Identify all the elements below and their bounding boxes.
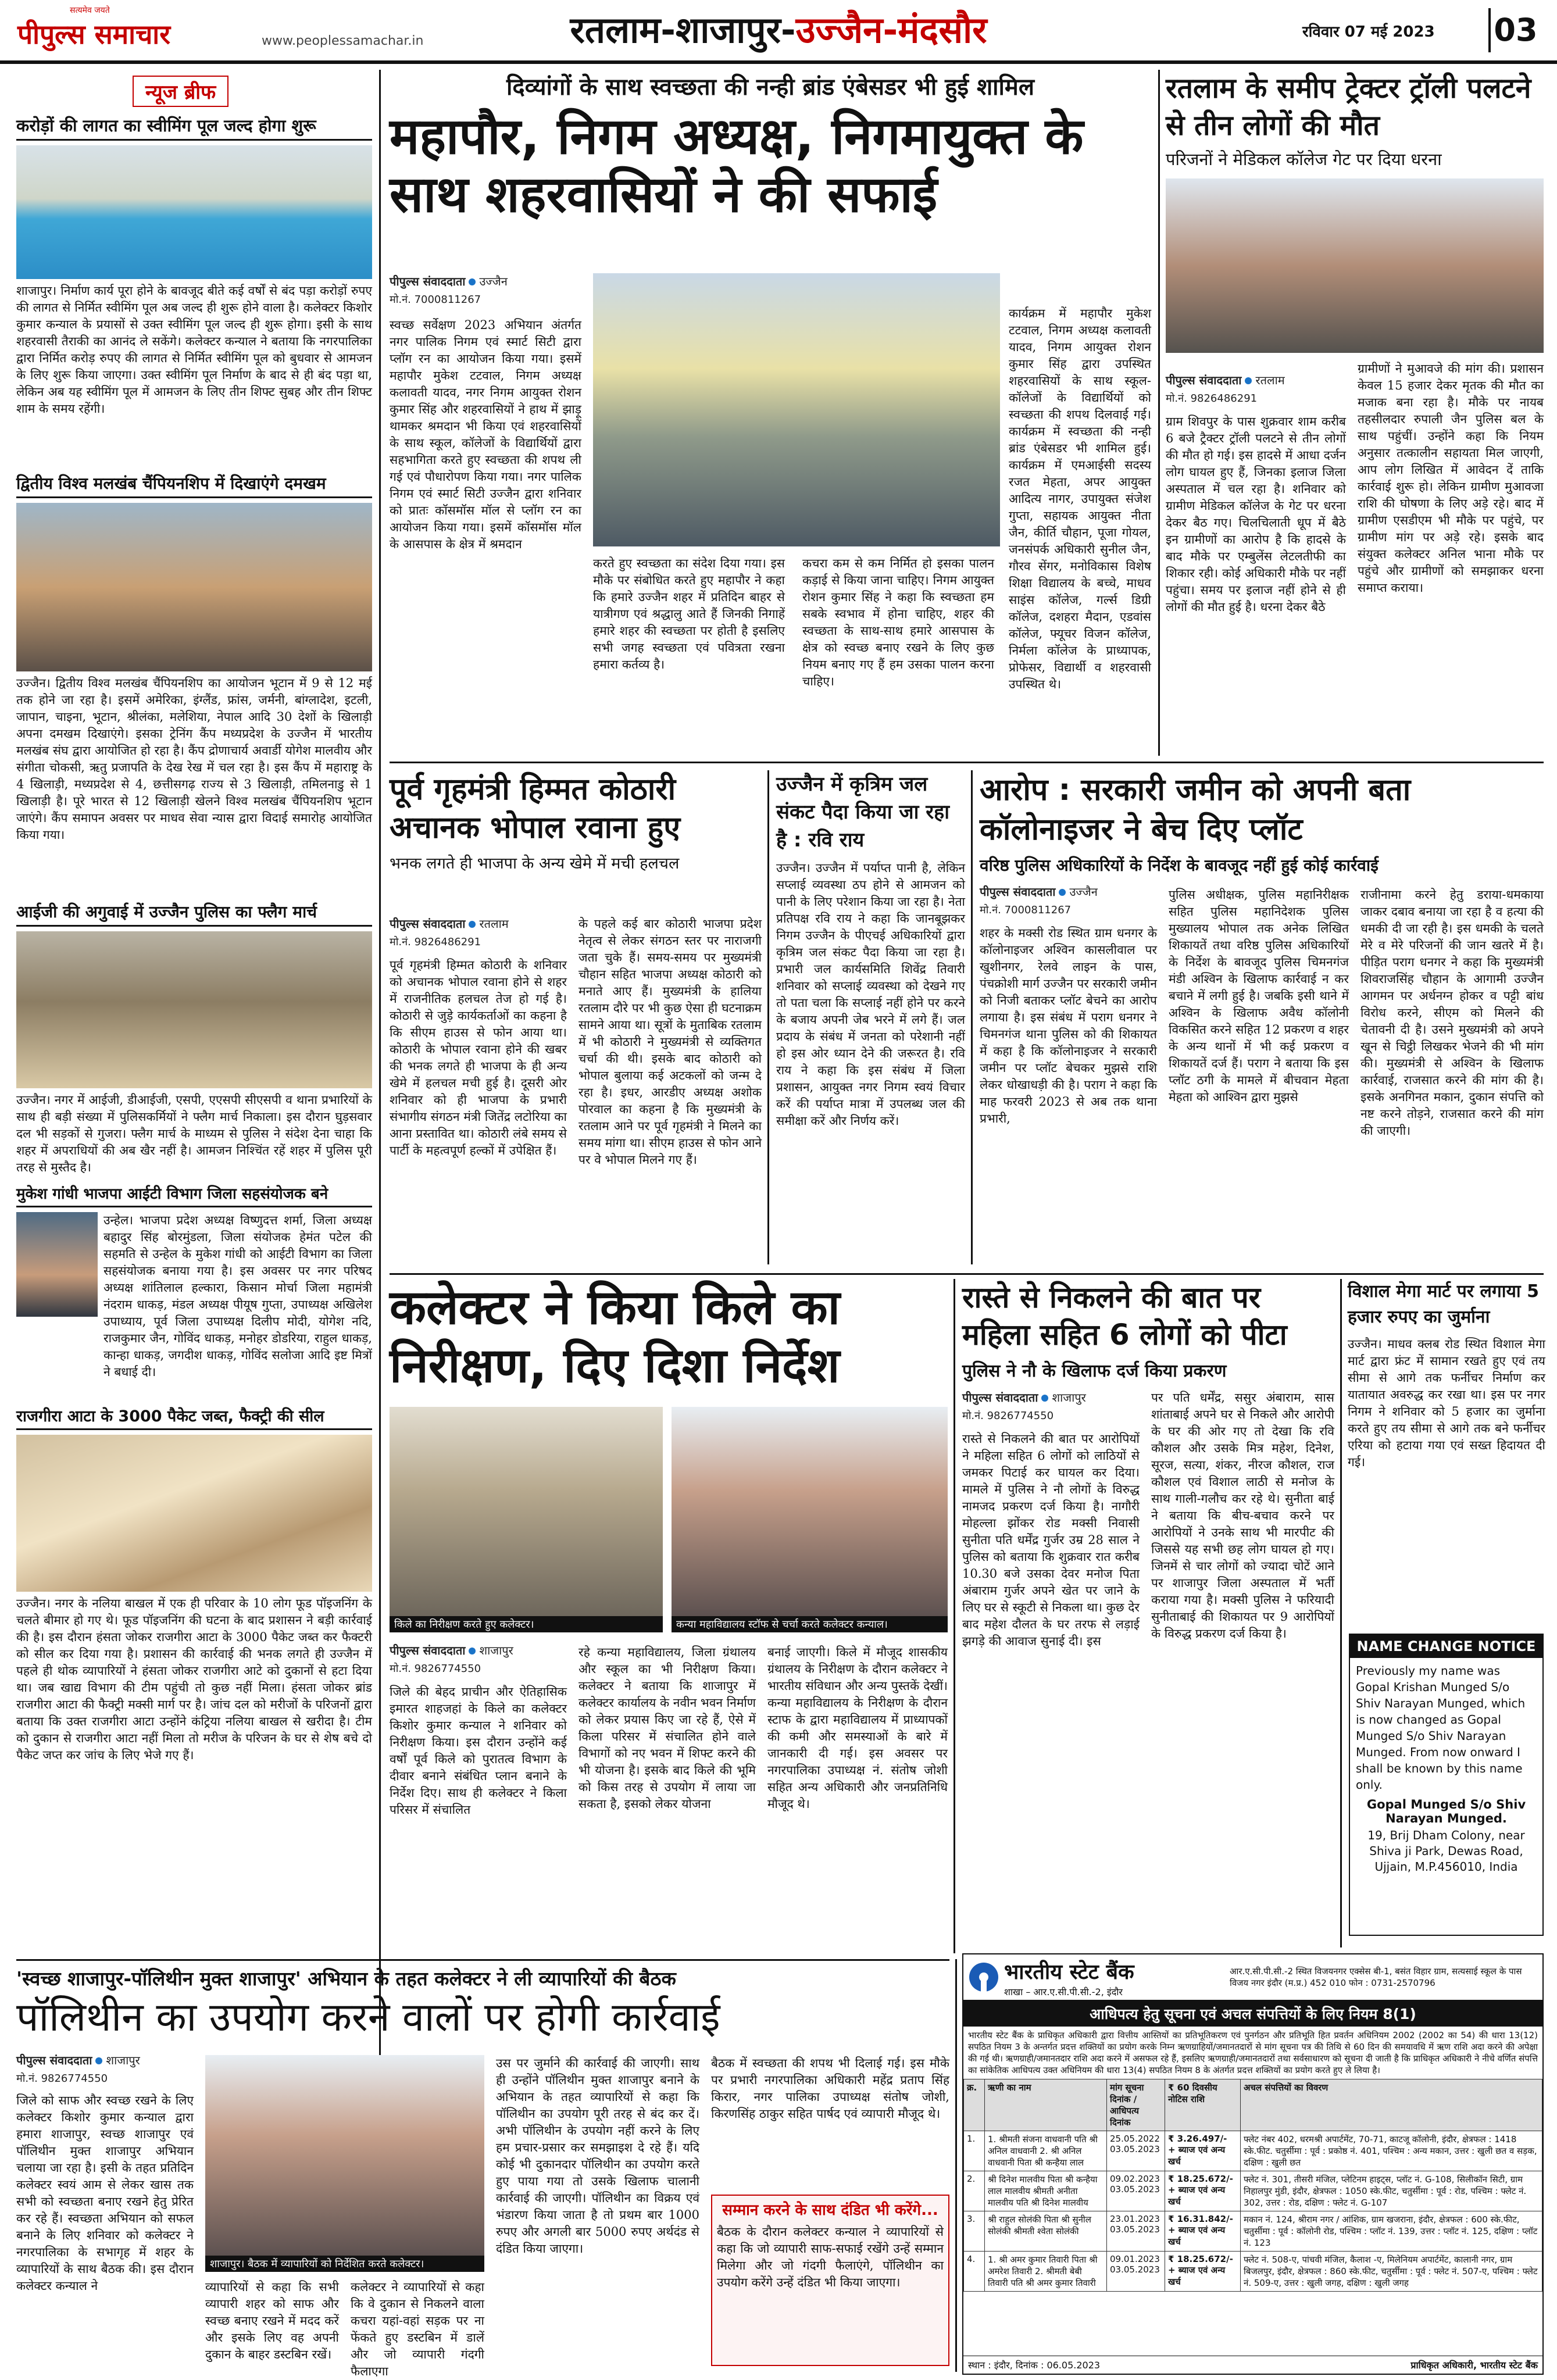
brief-item	[16, 1405, 372, 1799]
fort-text-col3: बनाई जाएगी। किले में मौजूद शासकीय ग्रंथालय के निरीक्षण के दौरान कलेक्टर ने भारतीय संविधान और अन्य पुस्तकें देखीं। कन्या महाविद्यालय के निरीक्षण के दौरान स्टाफ के द्वारा महाविद्यालय में प्राध्यापकों की कमी और समस्याओं के बारे में जानकारी दी गई। इस अवसर पर नगरपालिका उपाध्यक्ष नं. संतोष जोशी सहित अन्य अधिकारी और जनप्रतिनिधि मौजूद थे।	[767, 1645, 948, 1811]
news-brief-column	[16, 70, 372, 2052]
cell: 09.01.2023 03.05.2023	[1107, 2252, 1165, 2292]
polythene-mobile: मो.नं. 9826774550	[16, 2072, 108, 2085]
land-text-col2: पुलिस अधीक्षक, पुलिस महानिरीक्षक सहित पुलिस महानिदेशक पुलिस मुख्यालय भोपाल तक अनेक लिखित शिकायतें तथा वरिष्ठ पुलिस अधिकारियों के निर्देश के बावजूद पुलिस चिमनगंज मंडी अश्विन के खिलाफ कार्रवाई न कर बचाने में लगी हुई है। जबकि इसी थाने में अश्विन के खिलाफ अवैध कॉलोनी विकसित करने सहित 12 प्रकरण व शहर के अन्य थानों में भी कई प्रकरण व शिकायतें दर्ज हैं। पराग ने बताया कि इस प्लॉट ठगी के मामले में बीचवान मेहता मेहता को आश्विन द्वारा मुझसे	[1169, 888, 1349, 1104]
tractor-byline: पीपुल्स संवाददाता रतलाम	[1166, 373, 1285, 387]
masthead	[0, 0, 1557, 64]
cell: ₹ 16.31.842/- + ब्याज एवं अन्य खर्च	[1165, 2211, 1241, 2252]
land-subhead: वरिष्ठ पुलिस अधिकारियों के निर्देश के बावजूद नहीं हुई कोई कार्रवाई	[980, 856, 1379, 875]
brief-item	[16, 114, 372, 467]
polythene-kicker: 'स्वच्छ शाजापुर-पॉलिथीन मुक्त शाजापुर' अभियान के तहत कलेक्टर ने ली व्यापारियों की बैठक	[16, 1967, 676, 1990]
cell: 1. श्री अमर कुमार तिवारी पिता श्री अमरेश तिवारी 2. श्रीमती बेबी तिवारी पति श्री अमर कुमार तिवारी	[985, 2252, 1107, 2292]
college-staff-photo	[672, 1407, 948, 1616]
atta-packets-photo	[16, 1435, 372, 1592]
assault-subhead: पुलिस ने नौ के खिलाफ दर्ज किया प्रकरण	[962, 1361, 1227, 1381]
logo-tagline: सत्यमेव जयते	[70, 6, 110, 15]
lead-text-col2: करते हुए स्वच्छता का संदेश दिया गया। इस मौके पर संबोधित करते हुए महापौर ने कहा कि हमारे उज्जैन शहर में प्रतिदिन बाहर से यात्रीगण एवं श्रद्धालु आते हैं जिनकी निगाहें हमारे शहर की स्वच्छता पर होती है इसलिए सभी जगह स्वच्छता एवं पवित्रता रखना हमारा कर्तव्य है।	[593, 556, 785, 671]
page-title-red: उज्जैन-मंदसौर	[795, 9, 987, 51]
col-header: ₹ 60 दिवसीय नोटिस राशि	[1165, 2079, 1241, 2131]
sbi-branch: शाखा – आर.ए.सी.पी.सी.-2, इंदौर	[1004, 1986, 1123, 1997]
column-divider	[954, 1279, 955, 1953]
kothari-text-col1: पूर्व गृहमंत्री हिम्मत कोठारी के शनिवार को अचानक भोपाल रवाना होने से शहर में राजनीतिक हलचल तेज हो गई है। कोठारी से जुड़े कार्यकर्ताओं का कहना है कि सीएम हाउस से फोन आया था। कोठारी के भोपाल रवाना होने की खबर की भनक लगते ही भाजपा के ही अन्य खेमे में हलचल मची हुई है। दूसरी ओर शनिवार को ही भाजपा के प्रभारी संभागीय संगठन मंत्री जितेंद्र लटोरिया का आना प्रस्तावित था। कोठारी लंबे समय से पार्टी के महत्वपूर्ण हल्कों में उपेक्षित हैं।	[390, 958, 567, 1157]
polythene-text-col4: उस पर जुर्माने की कार्रवाई की जाएगी। साथ ही उन्होंने पॉलिथीन मुक्त शाजापुर बनाने के अभियान के तहत व्यापारियों से कहा कि पॉलिथीन का उपयोग पूरी तरह से बंद कर दें। अभी पॉलिथीन के उपयोग नहीं करने के लिए हम प्रचार-प्रसार कर समझाइश दे रहे हैं। यदि कोई भी दुकानदार पॉलिथीन का उपयोग करते हुए पाया गया तो उसके खिलाफ चालानी कार्रवाई की जाएगी। पॉलिथीन का विक्रय एवं भंडारण किया जाता है तो प्रथम बार 1000 रुपए और अगली बार 5000 रुपए अर्थदंड से दंडित किया जाएगा।	[496, 2056, 699, 2256]
land-text-col1: शहर के मक्सी रोड स्थित ग्राम धनगर के कॉलोनाइजर अश्विन कासलीवाल पर खुशीनगर, रेलवे लाइन के पास, पंचक्रोशी मार्ग उज्जैन पर सरकारी जमीन को निजी बताकर प्लॉट बेचने का आरोप लगाया है। इस संबंध में पराग धनगर ने चिमनगंज थाना पुलिस को की शिकायत में कहा है कि कॉलोनाइजर ने सरकारी जमीन पर प्लॉट बेचकर मुझसे राशि लेकर धोखाधड़ी की है। पराग ने कहा कि माह फरवरी 2023 से अब तक थाना प्रभारी,	[980, 926, 1157, 1125]
cell: 3.	[964, 2211, 985, 2252]
table-row	[964, 2171, 1542, 2211]
column-divider	[379, 70, 381, 2099]
mukesh-gandhi-photo	[16, 1212, 98, 1317]
name-change-sign: Gopal Munged S/o Shiv Narayan Munged.	[1366, 1797, 1526, 1825]
fort-byline: पीपुल्स संवाददाता शाजापुर	[390, 1643, 513, 1657]
cell: 1.	[964, 2131, 985, 2171]
table-row	[964, 2211, 1542, 2252]
land-byline: पीपुल्स संवाददाता उज्जैन	[980, 885, 1098, 899]
column-divider	[767, 770, 769, 1264]
polythene-text-col2: व्यापारियों से कहा कि सभी व्यापारी शहर को साफ और स्वच्छ बनाए रखने में मदद करें और इसके लिए वह अपनी दुकान के बाहर डस्टबिन रखें।	[205, 2280, 339, 2361]
polythene-text-col1: जिले को साफ और स्वच्छ रखने के लिए कलेक्टर किशोर कुमार कन्याल द्वारा हमारा शाजापुर, स्वच्छ शाजापुर एवं पॉलिथीन मुक्त शाजापुर अभियान चलाया जा रहा है। इसी के तहत प्रतिदिन कलेक्टर स्वयं आम से लेकर खास तक सभी को स्वच्छता बनाए रखने हेतु प्रेरित कर रहे हैं। स्वच्छता अभियान को सफल बनाने के लिए शनिवार को कलेक्टर ने नगरपालिका के सभागृह में शहर के व्यापारियों के साथ बैठक की। इस दौरान कलेक्टर कन्याल ने	[16, 2093, 194, 2293]
kothari-story	[390, 770, 762, 1264]
land-text-col3: राजीनामा करने हेतु डराया-धमकाया जाकर दबाव बनाया जा रहा है व हत्या की धमकी दी जा रही है। इस धमकी के चलते मेरे व मेरे परिजनों की जान खतरे में है। पीड़ित पराग धनगर ने कहा कि मुख्यमंत्री शिवराजसिंह चौहान के आगामी उज्जैन आगमन पर अर्धनग्न होकर व पट्टी बांध विरोध करने, सीएम को मिलने की चेतावनी दी है। उसने मुख्यमंत्री को अपने खून से चिट्ठी लिखकर भेजने की भी मांग की। मुख्यमंत्री से अश्विन के खिलाफ कार्रवाई, राजसात करने की मांग की है। इसके अनगिनत मकान, दुकान संपत्ति को नष्ट करने तोड़ने, राजसात करने की मांग की जाएगी।	[1360, 888, 1544, 1138]
malkhamb-team-photo	[16, 503, 372, 671]
fort-caption-2: कन्या महाविद्यालय स्टॉफ से चर्चा करते कलेक्टर कन्याल।	[672, 1616, 948, 1632]
cell: ₹ 18.25.672/- + ब्याज एवं अन्य खर्च	[1165, 2171, 1241, 2211]
water-text: उज्जैन। उज्जैन में पर्याप्त पानी है, लेकिन सप्लाई व्यवस्था ठप होने से आमजन को पानी के लिए परेशान किया जा रहा है। नेता प्रतिपक्ष रवि राय ने कहा कि जानबूझकर निगम उज्जैन के पीएचई अधिकारियों द्वारा कृत्रिम जल संकट पैदा किया जा रहा है। प्रभारी जल कार्यसमिति शिवेंद्र तिवारी शनिवार को सप्लाई व्यवस्था को देखने गए तो पता चला कि सप्लाई नहीं होने पर करने के बजाय अपनी जेब भरने में लगे हैं। जल प्रदाय के संबंध में जनता को परेशानी नहीं हो इस ओर ध्यान देने की जरूरत है। रवि राय ने कहा कि इस संबंध में जिला प्रशासन, आयुक्त नगर निगम स्वयं विचार करें की पर्याप्त मात्रा में उपलब्ध जल की समीक्षा करें और निर्णय करें।	[776, 861, 965, 1128]
sbi-footer-sign: प्राधिकृत अधिकारी, भारतीय स्टेट बैंक	[1410, 2360, 1538, 2371]
sbi-intro: भारतीय स्टेट बैंक के प्राधिकृत अधिकारी द्वारा वित्तीय आस्तियों का प्रतिभूतिकरण एवं पुनर्गठन और प्रतिभूति हित प्रवर्तन अधिनियम 2002 (2002 का 54) की धारा 13(12) सपठित नियम 3 के अन्तर्गत प्रदत्त शक्तियों का प्रयोग करके निम्न ऋणग्राहियों/जमानतदारों से मांग सूचना पत्र की तिथि से 60 दिन की समयावधि में ऋण राशि अदा करने की अपेक्षा की गई थी। ऋणग्राही/जमानतदार राशि अदा करने में असफल रहे हैं, इसलिए ऋणग्राही/जमानतदारों तथा सर्वसाधारण को सूचना दी जाती है कि प्राधिकृत अधिकारी ने नीचे वर्णित संपत्ति का सांकेतिक आधिपत्य उक्त अधिनियम की धारा 13(4) सपठित नियम 8 के अंतर्गत प्रदत्त शक्तियों का प्रयोग करते हुए ले लिया है।	[968, 2030, 1538, 2075]
mega-mart-story	[1348, 1279, 1545, 1628]
polythene-box	[711, 2195, 949, 2366]
tractor-text-col2: ग्रामीणों ने मुआवजे की मांग की। प्रशासन केवल 15 हजार देकर मृतक की मौत का मजाक बना रहा है। मौके पर नायब तहसीलदार रुपाली जैन पुलिस बल के साथ पहुंचीं। उन्होंने कहा कि नियम अनुसार तत्कालीन सहायता मिल जाएगी, आप लोग लिखित में आवेदन दें ताकि कार्रवाई शुरू हो। लेकिन ग्रामीण मुआवजा राशि की घोषणा के लिए अड़े रहे। बाद में ग्रामीण एसडीएम भी मौके पर पहुंचे, पर ग्रामीण मांग पर अड़े रहे। इसके बाद संयुक्त कलेक्टर अनिल भाना मौके पर पहुंचे और ग्रामीणों को समझाकर धरना समाप्त कराया।	[1358, 362, 1544, 595]
lead-text-col3: कचरा कम से कम निर्मित हो इसका पालन कड़ाई से किया जाना चाहिए। निगम आयुक्त रोशन कुमार सिंह ने कहा कि स्वच्छता हम सबके स्वभाव में होना चाहिए, शहर की स्वच्छता के साथ-साथ हमारे आसपास के क्षेत्र को स्वच्छ बनाए रखने के लिए कुछ नियम बनाए गए हैं हम उसका पालन करना चाहिए।	[802, 556, 994, 688]
sbi-name: भारतीय स्टेट बैंक	[1004, 1960, 1134, 1984]
name-change-text: Previously my name was Gopal Krishan Munged S/o Shiv Narayan Munged, which is now changed as Gopal Munged S/o Shiv Narayan Munged. From now onward I shall be known by this name only.	[1356, 1664, 1526, 1792]
lead-headline: महापौर, निगम अध्यक्ष, निगमायुक्त के साथ शहरवासियों ने की सफाई	[390, 108, 1084, 224]
brief-item	[16, 1182, 372, 1401]
polythene-story	[16, 1965, 949, 2378]
brief-item	[16, 472, 372, 896]
lead-story	[390, 70, 1151, 756]
polythene-text-col3: कलेक्टर ने व्यापारियों से कहा कि वे दुकान से निकलने वाला कचरा यहां-वहां सड़क पर ना फेंकते हुए डस्टबिन में डालें और जो व्यापारी गंदगी फैलाएगा	[351, 2280, 484, 2378]
fort-headline: कलेक्टर ने किया किले का निरीक्षण, दिए दिशा निर्देश	[390, 1280, 840, 1393]
cell: श्री दिनेश मालवीय पिता श्री कन्हैया लाल मालवीय श्रीमती अनीता मालवीय पति श्री दिनेश मालवीय	[985, 2171, 1107, 2211]
cell: फ्लेट नंबर 402, धरमश्री अपार्टमेंट, 70-71, काटजू कॉलोनी, इंदौर, क्षेत्रफल : 1418 स्के.फीट. चतुर्सीमा : पूर्व : प्रकोष्ठ नं. 401, पश्चिम : अन्य मकान, उत्तर : खुली छत व सड़क, दक्षिण : खुली छत	[1241, 2131, 1542, 2171]
cell: मकान नं. 124, श्रीराम नगर / आंशिक, ग्राम खजराना, इंदौर, क्षेत्रफल : 600 स्के.फीट, चतुर्सीमा : पूर्व : कॉलोनी रोड, पश्चिम : प्लॉट नं. 139, उत्तर : प्लॉट नं. 125, दक्षिण : प्लॉट नं. 123	[1241, 2211, 1542, 2252]
brief-title: द्वितीय विश्व मलखंब चैंपियनशिप में दिखाएंगे दमखम	[16, 472, 372, 498]
cell: फ्लेट नं. 508-ए, पांचवी मंजिल, कैलाश -ए, मिलेनियम अपार्टमेंट, कालानी नगर, ग्राम बिजलपुर, इंदौर, क्षेत्रफल : 860 स्के.फीट, चतुर्सीमा : पूर्व : फ्लेट नं. 507-ए, पश्चिम : फ्लेट नं. 509-ए, उत्तर : खुली जगह, दक्षिण : खुली जगह	[1241, 2252, 1542, 2292]
sbi-footer-place: स्थान : इंदौर, दिनांक : 06.05.2023	[968, 2360, 1101, 2371]
page-title-black: रतलाम-शाजापुर-	[570, 9, 796, 51]
sbi-table	[963, 2079, 1542, 2292]
news-brief-label: न्यूज ब्रीफ	[133, 76, 228, 107]
table-row	[964, 2252, 1542, 2292]
polythene-box-text: बैठक के दौरान कलेक्टर कन्याल ने व्यापारियों से कहा कि जो व्यापारी साफ-सफाई रखेंगे उन्हें सम्मान मिलेगा और जो गंदगी फैलाएंगे, पॉलिथीन का उपयोग करेंगे उन्हें दंडित भी किया जाएगा।	[717, 2225, 944, 2289]
table-row	[964, 2131, 1542, 2171]
cell: ₹ 18.25.672/- + ब्याज एवं अन्य खर्च	[1165, 2252, 1241, 2292]
swimming-pool-photo	[16, 145, 372, 279]
land-story	[980, 770, 1544, 1264]
fort-text-col1: जिले की बेहद प्राचीन और ऐतिहासिक इमारत शाहजहां के किले का कलेक्टर किशोर कुमार कन्याल ने शनिवार को निरीक्षण किया। इस दौरान उन्होंने कई वर्षों पूर्व किले को पुरातत्व विभाग के दीवार बनाने संबंधित प्लान बनाने के निर्देश दिए। साथ ही कलेक्टर ने किला परिसर में संचालित	[390, 1685, 567, 1817]
table-header-row	[964, 2079, 1542, 2131]
lead-kicker: दिव्यांगों के साथ स्वच्छता की नन्ही ब्रांड एंबेसडर भी हुई शामिल	[506, 74, 1034, 101]
cell: 09.02.2023 03.05.2023	[1107, 2171, 1165, 2211]
cell: 4.	[964, 2252, 985, 2292]
tractor-text-col1: ग्राम शिवपुर के पास शुक्रवार शाम करीब 6 बजे ट्रैक्टर ट्रॉली पलटने से तीन लोगों की मौत हो गई। इस हादसे में आधा दर्जन लोग घायल हुए हैं, जिनका इलाज जिला अस्पताल में चल रहा है। शनिवार को ग्रामीण मेडिकल कॉलेज के गेट पर धरना देकर बैठ गए। चिलचिलाती धूप में बैठे इन ग्रामीणों का आरोप है कि हादसे के बाद मौके पर एम्बुलेंस लेटलतीफी का शिकार रही। कोई अधिकारी मौके पर नहीं पहुंचा। समय पर इलाज नहीं होने से ही लोगों की मौत हुई है। धरना देकर बैठे	[1166, 414, 1346, 614]
name-change-address: 19, Brij Dham Colony, near Shiva ji Park, Dewas Road, Ujjain, M.P.456010, India	[1367, 1828, 1525, 1874]
cell: फ्लेट नं. 301, तीसरी मंजिल, प्लेटिनम हाइट्स, प्लॉट नं. G-108, सिलीकॉन सिटी, ग्राम निहालपुर मुंडी, इंदौर, क्षेत्रफल : 1050 स्के.फीट, चतुर्सीमा : पूर्व : रोड, पश्चिम : फ्लेट नं. 302, उत्तर : रोड, दक्षिण : फ्लेट नं. G-107	[1241, 2171, 1542, 2211]
assault-headline: रास्ते से निकलने की बात पर महिला सहित 6 लोगों को पीटा	[962, 1281, 1287, 1352]
cell: श्री राहुल सोलंकी पिता श्री सुनील सोलंकी श्रीमती श्वेता सोलंकी	[985, 2211, 1107, 2252]
land-headline: आरोप : सरकारी जमीन को अपनी बता कॉलोनाइजर ने बेच दिए प्लॉट	[980, 773, 1411, 847]
cell: 1. श्रीमती संजना वाधवानी पति श्री अनिल वाधवानी 2. श्री अनिल वाधवानी पिता श्री कन्हैया लाल	[985, 2131, 1107, 2171]
tractor-subhead: परिजनों ने मेडिकल कॉलेज गेट पर दिया धरना	[1166, 149, 1442, 169]
col-header: ऋणी का नाम	[985, 2079, 1107, 2131]
column-divider	[971, 770, 973, 1264]
cleanup-photo	[593, 273, 1000, 546]
assault-byline: पीपुल्स संवाददाता शाजापुर	[962, 1391, 1086, 1405]
brief-text: उन्हेल। भाजपा प्रदेश अध्यक्ष विष्णुदत्त शर्मा, जिला अध्यक्ष बहादुर सिंह बोरमुंडला, जिला संयोजक हेमंत पटेल की सहमति से उन्हेल के मुकेश गांधी को आईटी विभाग का जिला सहसंयोजक बनाया गया है। इस अवसर पर नगर परिषद अध्यक्ष शांतिलाल हल्कारा, किसान मोर्चा जिला महामंत्री नंदराम धाकड़, मंडल अध्यक्ष पीयूष गुप्ता, उपाध्यक्ष अखिलेश उपाध्याय, पूर्व जिला उपाध्यक्ष दिलीप मोदी, योगेश नदि, राजकुमार जैन, गोविंद धाकड़, मनोहर डोडरिया, राहुल धाकड़, कान्हा धाकड़, जगदीश धाकड़, गोविंद सलोजा आदि इष्ट मित्रों ने बधाई दी।	[103, 1213, 372, 1379]
tractor-mobile: मो.नं. 9826486291	[1166, 392, 1258, 405]
kothari-headline: पूर्व गृहमंत्री हिम्मत कोठारी अचानक भोपाल रवाना हुए	[390, 772, 680, 845]
section-divider	[390, 1273, 1544, 1275]
website-url[interactable]: www.peoplessamachar.in	[262, 34, 424, 48]
brief-title: राजगीरा आटा के 3000 पैकेट जब्त, फैक्ट्री की सील	[16, 1405, 372, 1430]
assault-mobile: मो.नं. 9826774550	[962, 1410, 1054, 1422]
water-story	[776, 770, 965, 1264]
lead-text-col4: कार्यक्रम में महापौर मुकेश टटवाल, निगम अध्यक्ष कलावती यादव, निगम आयुक्त रोशन कुमार सिंह द्वारा उपस्थित शहरवासियों के साथ स्कूल-कॉलेजों के विद्यार्थियों को स्वच्छता की शपथ दिलवाई गई। कार्यक्रम में स्वच्छता की नन्ही ब्रांड एंबेसडर भी शामिल हुई। कार्यक्रम में एमआईसी सदस्य रजत मेहता, अपर आयुक्त आदित्य नागर, उपायुक्त संजेश गुप्ता, सहायक आयुक्त नीता जैन, कीर्ति चौहान, पूजा गोयल, जनसंपर्क अधिकारी सुनील जैन, गौरव सेंगर, मनोविकास विशेष शिक्षा विद्यालय के बच्चे, माधव साइंस कॉलेज, गर्ल्स डिग्री कॉलेज, दशहरा मैदान, एडवांस कॉलेज, फ्यूचर विजन कॉलेज, निर्मला कॉलेज के प्राध्यापक, प्रोफेसर, विद्यार्थी व शहरवासी उपस्थित थे।	[1009, 306, 1151, 691]
polythene-byline: पीपुल्स संवाददाता शाजापुर	[16, 2053, 140, 2067]
column-divider	[1340, 1279, 1342, 1947]
cell: ₹ 3.26.497/- + ब्याज एवं अन्य खर्च	[1165, 2131, 1241, 2171]
page-number: 03	[1488, 8, 1541, 52]
dharna-photo	[1166, 178, 1544, 353]
traders-meeting-photo	[205, 2055, 484, 2256]
cell: 25.05.2022 03.05.2023	[1107, 2131, 1165, 2171]
polythene-caption: शाजापुर। बैठक में व्यापारियों को निर्देशित करते कलेक्टर।	[205, 2256, 484, 2272]
col-header: अचल संपत्तियों का विवरण	[1241, 2079, 1542, 2131]
brief-text: उज्जैन। द्वितीय विश्व मलखंब चैंपियनशिप का आयोजन भूटान में 9 से 12 मई तक होने जा रहा है। इसमें अमेरिका, इंग्लैंड, फ्रांस, जर्मनी, बांग्लादेश, इटली, जापान, चाइना, भूटान, श्रीलंका, मलेशिया, नेपाल आदि 30 देशों के खिलाड़ी अपना दमखम दिखाएंगे। इसका ट्रेनिंग कैंप मध्यप्रदेश के उज्जैन में भारतीय मलखंब संघ द्वारा आयोजित हो रहा है। कैंप द्रोणाचार्य अवार्डी योगेश मालवीय और संगीता चोकसी, ऋतु प्रजापति के देख रेख में चल रहा है। इस कैंप में महाराष्ट्र के 4 खिलाड़ी, मध्यप्रदेश से 4, छत्तीसगढ़ राज्य से 3 खिलाड़ी, तमिलनाडु से 1 खिलाड़ी है। पूरे भारत से 12 खिलाड़ी खेलने विश्व मलखंब चैंपियनशिप भूटान जाएंगे। कैंप समापन अवसर पर माधव सेवा न्यास द्वारा विदाई समारोह आयोजित किया गया।	[16, 676, 372, 842]
kothari-text-col2: के पहले कई बार कोठारी भाजपा प्रदेश नेतृत्व से लेकर संगठन स्तर पर नाराजगी जता चुके हैं। समय-समय पर मुख्यमंत्री चौहान सहित भाजपा अध्यक्ष कोठारी को मनाते आए हैं। मुख्यमंत्री के हालिया रतलाम दौरे पर भी कुछ ऐसा ही घटनाक्रम सामने आया था। सूत्रों के मुताबिक रतलाम में भी कोठारी ने मुख्यमंत्री से व्यक्तिगत चर्चा की थी। इसके बाद कोठारी को भोपाल बुलाया कई अटकलों को जन्म दे रहा है। इधर, आरडीए अध्यक्ष अशोक पोरवाल का कहना है कि मुख्यमंत्री के रतलाम आने पर पूर्व गृहमंत्री ने मिलने का समय मांगा था। सीएम हाउस से फोन आने पर वे भोपाल मिलने गए हैं।	[578, 917, 762, 1167]
land-mobile: मो.नं. 7000811267	[980, 904, 1072, 916]
fort-inspection-photo	[390, 1407, 663, 1616]
brief-text: उज्जैन। नगर के नलिया बाखल में एक ही परिवार के 10 लोग फूड पॉइजनिंग के चलते बीमार हो गए थे। फूड पॉइजनिंग की घटना के बाद प्रशासन ने बड़ी कार्रवाई की है। इस दौरान हंसता जोकर राजगीरा आटा के 3000 पैकेट जब्त कर फैक्टरी को सील कर दिया गया है। प्रशासन की कार्रवाई की भनक लगते ही उज्जैन में पहले ही थोक व्यापारियों ने हंसता जोकर राजगीरा आटे को दुकानों से हटा दिया था। जब खाद्य विभाग की टीम पहुंची तो कुछ नहीं मिला। हंसता जोकर ब्रांड राजगीरा आटा की फैक्ट्री मक्सी मार्ग पर है। जांच दल को मरीजों के परिजनों द्वारा बताया कि उक्त राजगीरा आटा उन्होंने कंट्रिया नलिया बाखल से खरीदा है। टीम को दुकान से राजगीरा आटा नहीं मिला तो मरीज के परिजन के घर से शेष बचे दो पैकेट जप्त कर जांच के लिए भेजे गए हैं।	[16, 1596, 372, 1762]
brief-title: मुकेश गांधी भाजपा आईटी विभाग जिला सहसंयोजक बने	[16, 1182, 372, 1207]
water-headline: उज्जैन में कृत्रिम जल संकट पैदा किया जा रहा है : रवि राय	[776, 773, 949, 852]
brief-title: आईजी की अगुवाई में उज्जैन पुलिस का फ्लैग मार्च	[16, 900, 372, 927]
brief-title: करोड़ों की लागत का स्वीमिंग पूल जल्द होगा शुरू	[16, 114, 372, 141]
lead-text-col1: स्वच्छ सर्वेक्षण 2023 अभियान अंतर्गत नगर पालिक निगम एवं स्मार्ट सिटी द्वारा प्लॉग रन का आयोजन किया गया। इसमें महापौर मुकेश टटवाल, निगम अध्यक्ष कलावती यादव, नगर निगम आयुक्त रोशन कुमार सिंह और शहरवासियों ने हाथ में झाड़ू थामकर श्रमदान भी किया एवं शहरवासियों के साथ स्कूल, कॉलेजों के विद्यार्थियों द्वारा सहभागिता करते हुए स्वच्छता की शपथ ली गई एवं पौधारोपण किया गया। नगर पालिक निगम एवं स्मार्ट सिटी उज्जैन द्वारा शनिवार को प्रातः कॉसमॉस मॉल से प्लॉग रन का आयोजन किया गया। इसमें कॉसमॉस मॉल के आसपास के क्षेत्र में श्रमदान	[390, 318, 581, 551]
polythene-box-title: सम्मान करने के साथ दंडित भी करेंगे...	[722, 2202, 938, 2219]
kothari-subhead: भनक लगते ही भाजपा के अन्य खेमे में मची हलचल	[390, 855, 680, 873]
logo-text: पीपुल्स समाचार	[17, 19, 171, 50]
polythene-headline: पॉलिथीन का उपयोग करने वालों पर होगी कार्रवाई	[16, 1995, 720, 2040]
polythene-text-col5: बैठक में स्वच्छता की शपथ भी दिलाई गई। इस मौके पर प्रभारी नगरपालिका अधिकारी महेंद्र प्रताप सिंह किरार, नगर पालिका उपाध्यक्ष संतोष जोशी, किरणसिंह ठाकुर सहित पार्षद एवं व्यापारी मौजूद थे।	[711, 2056, 949, 2121]
lead-byline: पीपुल्स संवाददाता उज्जैन	[390, 274, 508, 288]
tractor-story	[1166, 70, 1544, 756]
sbi-logo-icon	[969, 1963, 998, 1992]
issue-date: रविवार 07 मई 2023	[1302, 23, 1435, 41]
fort-text-col2: रहे कन्या महाविद्यालय, जिला ग्रंथालय और स्कूल का भी निरीक्षण किया। कलेक्टर ने बताया कि शाजापुर में कलेक्टर कार्यालय के नवीन भवन निर्माण को लेकर प्रयास किए जा रहे हैं, ऐसे में किला परिसर में संचालित होने वाले विभागों को नए भवन में शिफ्ट करने की भी योजना है। इसके बाद किले की भूमि को किस तरह से उपयोग में लाया जा सकता है, इसको लेकर योजना	[578, 1645, 756, 1811]
assault-text-col2: पर पति धर्मेंद्र, ससुर अंबाराम, सास शांताबाई अपने घर से निकले और आरोपी के घर की ओर गए तो देखा कि रवि कौशल और उसके मित्र महेश, दिनेश, सूरज, सत्या, शंकर, नीरज कौशल, राज कौशल एवं विशाल लाठी से मनोज के साथ गाली-गलौच कर रहे थे। सुनीता बाई ने बताया कि बीच-बचाव करने पर आरोपियों ने उनके साथ भी मारपीट की जिससे यह सभी छह लोग घायल हो गए। जिनमें से चार लोगों को ज्यादा चोटें आने पर शाजापुर जिला अस्पताल में भर्ती कराया गया है। मक्सी पुलिस ने फरियादी सुनीताबाई की शिकायत पर 9 आरोपियों के विरुद्ध प्रकरण दर्ज किया है।	[1151, 1391, 1334, 1641]
brief-text: शाजापुर। निर्माण कार्य पूरा होने के बावजूद बीते कई वर्षों से बंद पड़ा करोड़ों रुपए की लागत से निर्मित स्वीमिंग पूल अब जल्द ही शुरू होने वाला है। कलेक्टर किशोर कुमार कन्याल के प्रयासों से उक्त स्वीमिंग पूल जल्द ही शुरू होगा। इसी के साथ शहरवासी तैराकी का आनंद ले सकेंगे। कलेक्टर कन्याल ने बताया कि नगरपालिका द्वारा निर्मित करोड़ रुपए की लागत से निर्मित स्वीमिंग पूल को बुधवार से आमजन के लिए शुरू किया जाएगा। उक्त स्वीमिंग पूल निर्माण के बाद से ही बंद पड़ा था, लेकिन अब यह स्वीमिंग पूल में आमजन के लिए तीन शिफ्ट सुबह और तीन शिफ्ट शाम के समय रहेंगी।	[16, 284, 372, 416]
column-divider	[955, 1959, 957, 2372]
kothari-byline: पीपुल्स संवाददाता रतलाम	[390, 917, 509, 931]
section-divider	[16, 1959, 949, 1961]
brief-item	[16, 900, 372, 1178]
cell: 23.01.2023 03.05.2023	[1107, 2211, 1165, 2252]
tractor-headline: रतलाम के समीप ट्रेक्टर ट्रॉली पलटने से तीन लोगों की मौत	[1166, 72, 1531, 142]
assault-text-col1: रास्ते से निकलने की बात पर आरोपियों ने महिला सहित 6 लोगों को लाठियों से जमकर पिटाई कर घायल कर दिया। मामले में पुलिस ने नौ लोगों के विरुद्ध नामजद प्रकरण दर्ज किया है। नागौरी मोहल्ला झोंकर रोड मक्सी निवासी सुनीता पति धर्मेंद्र गुर्जर उम्र 28 साल ने पुलिस को बताया कि शुक्रवार रात करीब 10.30 बजे उसका देवर मनोज पिता अंबाराम गुर्जर अपने खेत पर जाने के लिए घर से स्कूटी से निकला था। कुछ देर बाद महेश दौलत के घर तरफ से लड़ाई झगड़े की आवाज सुनाई दी। इस	[962, 1432, 1140, 1648]
fort-mobile: मो.नं. 9826774550	[390, 1663, 481, 1675]
sbi-address: आर.ए.सी.पी.सी.-2 स्थित विजयनगर एक्सेस बी-1, बसंत विहार ग्राम, सत्यसाई स्कूल के पास विजय नगर इंदौर (म.प्र.) 452 010 फोन : 0731-2570796	[1230, 1966, 1522, 1988]
sbi-title: आधिपत्य हेतु सूचना एवं अचल संपत्तियों के लिए नियम 8(1)	[963, 2001, 1542, 2027]
col-header: मांग सूचना दिनांक / आधिपत्य दिनांक	[1107, 2079, 1165, 2131]
fort-caption-1: किले का निरीक्षण करते हुए कलेक्टर।	[390, 1616, 663, 1632]
column-divider	[1158, 70, 1160, 756]
cell: 2.	[964, 2171, 985, 2211]
name-change-title: NAME CHANGE NOTICE	[1350, 1635, 1542, 1658]
brief-text: उज्जैन। नगर में आईजी, डीआईजी, एसपी, एएसपी सीएसपी व थाना प्रभारियों के साथ ही बड़ी संख्या में पुलिसकर्मियों ने फ्लैग मार्च निकाला। इस दौरान घुड़सवार दल भी सड़कों से गुजरा। फ्लैग मार्च के माध्यम से पुलिस ने संदेश देना चाहा कि शहर में अपराधियों की अब खैर नहीं है। आमजन निश्चिंत रहें शहर में पुलिस पूरी तरह से मुस्तैद है।	[16, 1093, 372, 1174]
sbi-notice	[962, 1953, 1544, 2375]
lead-mobile: मो.नं. 7000811267	[390, 294, 481, 306]
mega-mart-headline: विशाल मेगा मार्ट पर लगाया 5 हजार रुपए का जुर्माना	[1348, 1281, 1539, 1327]
mega-mart-text: उज्जैन। माधव क्लब रोड स्थित विशाल मेगा मार्ट द्वारा फ्रंट में सामान रखते हुए एवं तय सीमा से आगे तक फर्नीचर निर्माण कर यातायात अवरुद्ध कर रखा था। इस पर नगर निगम ने शनिवार को 5 हजार का जुर्माना करते हुए तय सीमा से आगे तक बने फर्नीचर एरिया को हटाया गया एवं सख्त हिदायत दी गई।	[1348, 1337, 1545, 1469]
section-divider	[390, 762, 1544, 763]
flag-march-photo	[16, 931, 372, 1088]
kothari-mobile: मो.नं. 9826486291	[390, 936, 481, 948]
col-header: क्र.	[964, 2079, 985, 2131]
assault-story	[962, 1279, 1334, 1947]
fort-story	[390, 1279, 948, 2070]
name-change-notice	[1349, 1634, 1544, 1936]
